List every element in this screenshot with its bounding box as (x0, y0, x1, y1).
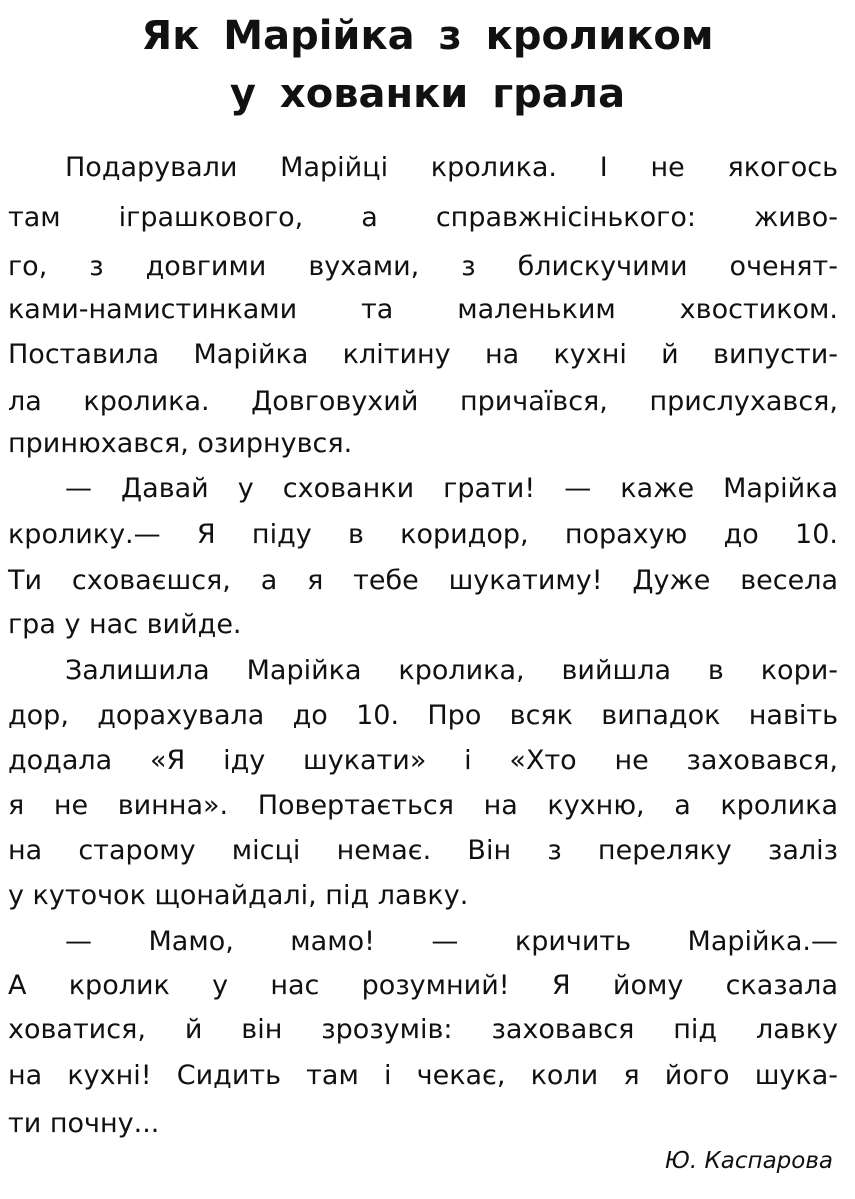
text-line: Подарували Марійці кролика. І не якогось (65, 152, 838, 183)
text-line: додала «Я іду шукати» і «Хто не заховався, (8, 745, 838, 776)
text-line: на кухні! Сидить там і чекає, коли я його шука- (8, 1060, 838, 1091)
text-line: ховатися, й він зрозумів: заховався під лавку (8, 1014, 838, 1045)
text-line: кролику.— Я піду в коридор, порахую до 10. (8, 519, 838, 550)
text-line: А кролик у нас розумний! Я йому сказала (8, 970, 838, 1001)
title-line-1: Як Марійка з кроликом (141, 13, 714, 59)
text-line: ла кролика. Довговухий причаївся, прислухався, (8, 386, 838, 417)
text-line: я не винна». Повертається на кухню, а кролика (8, 790, 838, 821)
text-line: Поставила Марійка клітину на кухні й випусти- (8, 339, 838, 370)
text-line: Залишила Марійка кролика, вийшла в кори- (65, 655, 838, 686)
text-line: Ти сховаєшся, а я тебе шукатиму! Дуже весела (8, 565, 838, 596)
text-line: ками-намистинками та маленьким хвостиком. (8, 294, 838, 325)
text-line: на старому місці немає. Він з переляку заліз (8, 835, 838, 866)
text-line: го, з довгими вухами, з блискучими оченят- (8, 251, 838, 282)
text-line: гра у нас вийде. (8, 609, 242, 640)
text-line: у куточок щонайдалі, під лавку. (8, 880, 469, 911)
author-signature: Ю. Каспарова (665, 1148, 833, 1174)
text-line: — Давай у схованки грати! — каже Марійка (65, 473, 838, 504)
text-line: принюхався, озирнувся. (8, 428, 353, 459)
text-line: там іграшкового, а справжнісінького: живо- (8, 202, 838, 233)
text-line: ти почну... (8, 1108, 160, 1139)
title-line-2: у хованки грала (229, 71, 626, 117)
text-line: дор, дорахувала до 10. Про всяк випадок навіть (8, 700, 838, 731)
text-line: — Мамо, мамо! — кричить Марійка.— (65, 926, 838, 957)
